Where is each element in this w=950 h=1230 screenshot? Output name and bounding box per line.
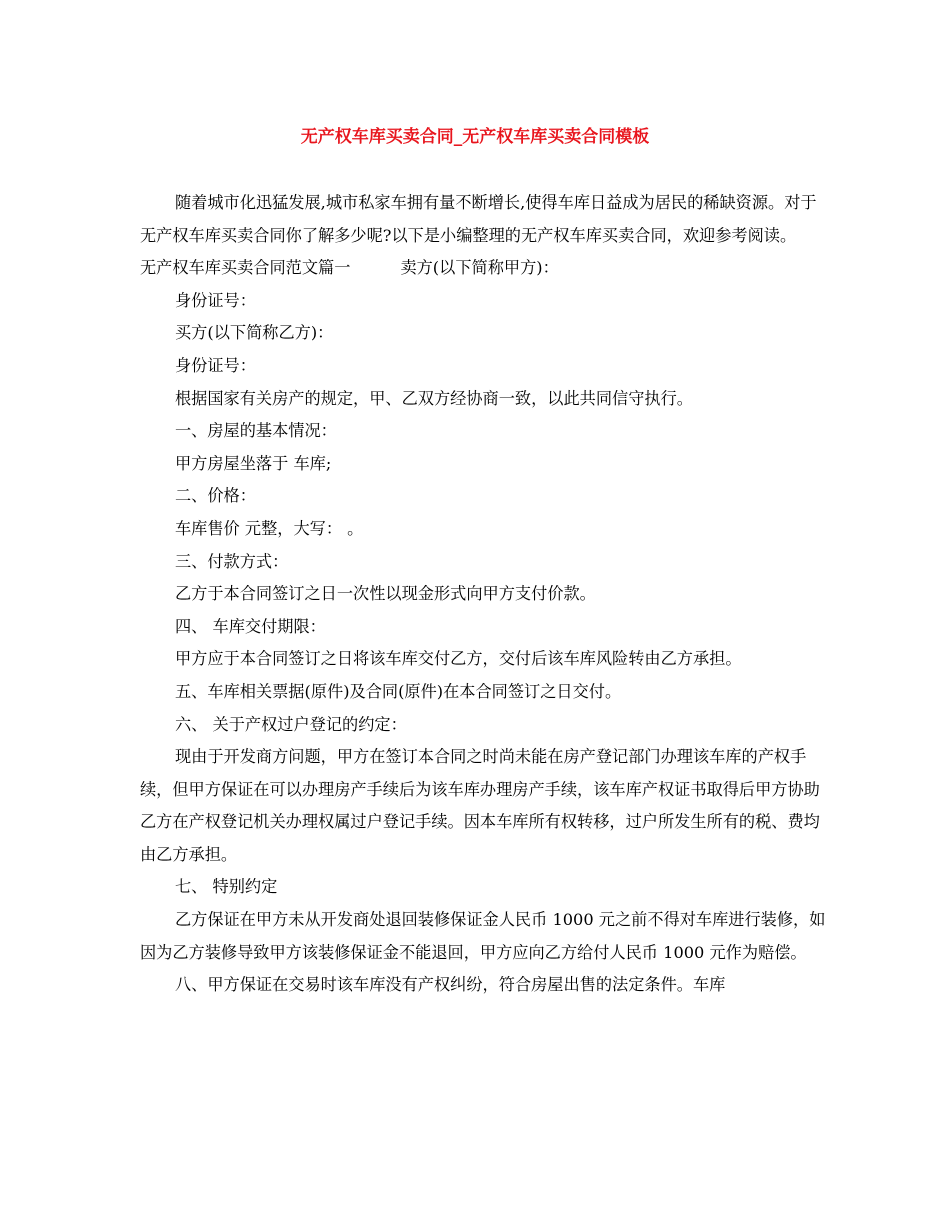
section-1-text: 甲方房屋坐落于 车库; [175, 453, 332, 473]
document-body [140, 187, 830, 1002]
section-3-text: 乙方于本合同签订之日一次性以现金形式向甲方支付价款。 [175, 584, 596, 604]
section-8-text: 八、甲方保证在交易时该车库没有产权纠纷，符合房屋出售的法定条件。车库 [175, 975, 726, 995]
section-5-text: 五、车库相关票据(原件)及合同(原件)在本合同签订之日交付。 [175, 681, 622, 701]
buyer-id-label: 身份证号： [175, 355, 256, 375]
sample-heading: 无产权车库买卖合同范文篇一 [140, 258, 351, 278]
seller-id-label: 身份证号： [175, 290, 256, 310]
section-6-title: 六、 关于产权过户登记的约定： [175, 714, 407, 734]
section-7-title: 七、 特别约定 [175, 877, 278, 897]
section-4-text: 甲方应于本合同签订之日将该车库交付乙方，交付后该车库风险转由乙方承担。 [175, 649, 742, 669]
section-6-text: 现由于开发商方问题，甲方在签订本合同之时尚未能在房产登记部门办理该车库的产权手续，但甲方保证在可以办理房产手续后为该车库办理房产手续，该车库产权证书取得后甲方协助乙方在产权登记机关办理权属过户登记手续。因本车库所有权转移，过户所发生所有的税、费均由乙方承担。 [140, 747, 820, 864]
section-2-text: 车库售价 元整，大写： 。 [175, 518, 364, 538]
intro-paragraph: 随着城市化迅猛发展,城市私家车拥有量不断增长,使得车库日益成为居民的稀缺资源。对于无产权车库买卖合同你了解多少呢?以下是小编整理的无产权车库买卖合同，欢迎参考阅读。 [140, 193, 817, 245]
section-3-title: 三、付款方式： [175, 551, 289, 571]
section-2-title: 二、价格： [175, 486, 256, 506]
document-title: 无产权车库买卖合同_无产权车库买卖合同模板 [300, 127, 650, 147]
buyer-label: 买方(以下简称乙方)： [175, 323, 334, 343]
section-7-text: 乙方保证在甲方未从开发商处退回装修保证金人民币 1000 元之前不得对车库进行装修，如因为乙方装修导致甲方该装修保证金不能退回，甲方应向乙方给付人民币 1000 元作为赔偿。 [140, 910, 826, 962]
preamble-paragraph: 根据国家有关房产的规定，甲、乙双方经协商一致，以此共同信守执行。 [175, 388, 693, 408]
section-4-title: 四、 车库交付期限： [175, 616, 326, 636]
section-1-title: 一、房屋的基本情况： [175, 421, 337, 441]
seller-label: 卖方(以下简称甲方)： [400, 258, 559, 278]
sample-heading-line [140, 252, 830, 285]
